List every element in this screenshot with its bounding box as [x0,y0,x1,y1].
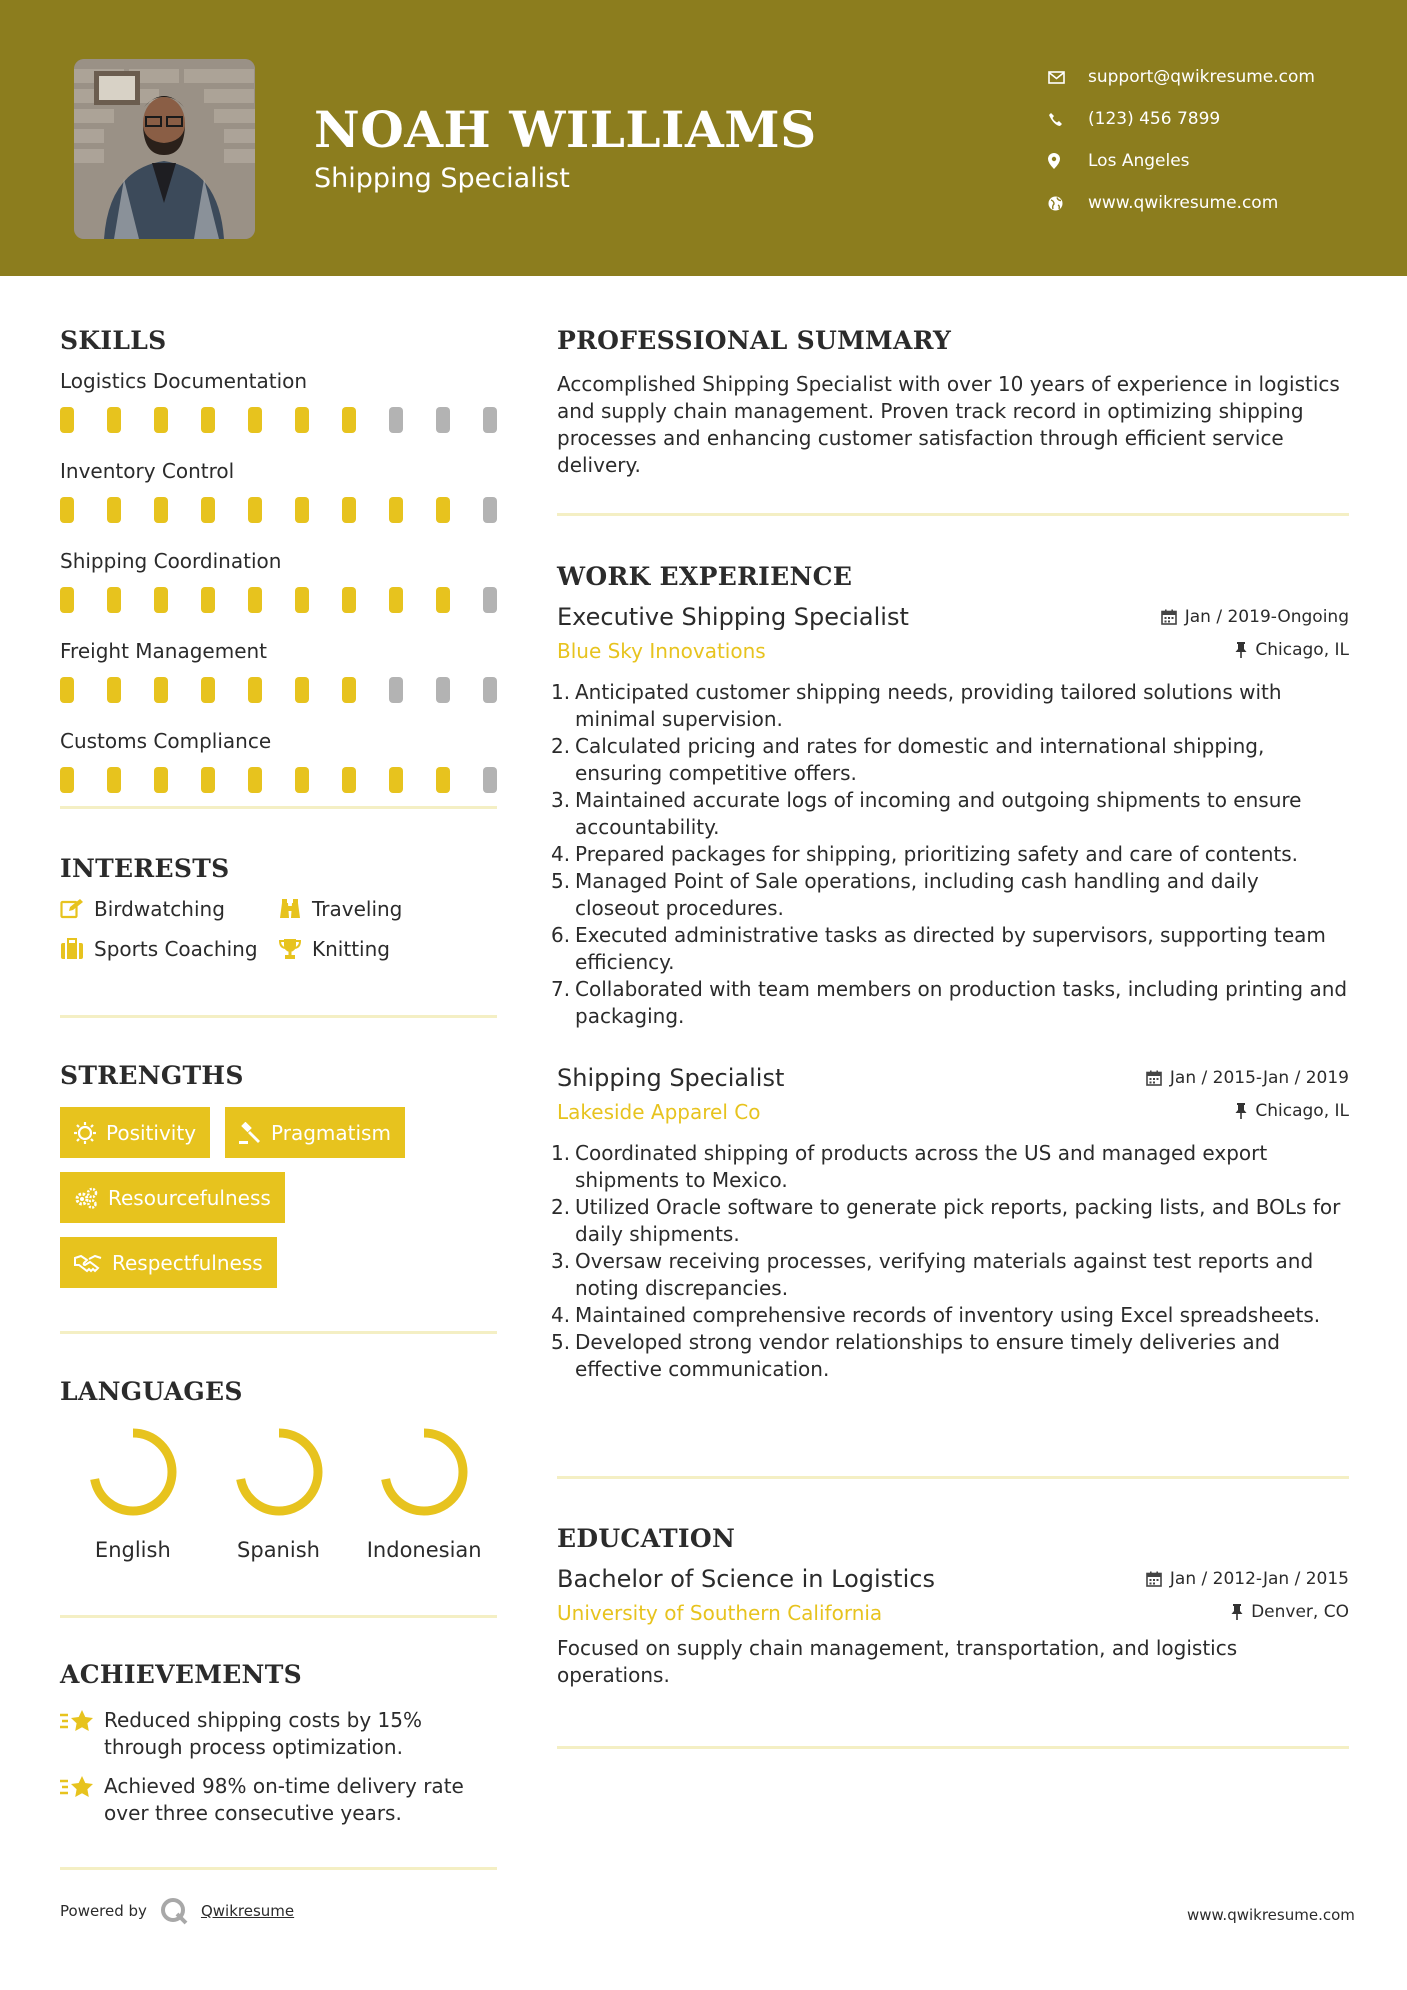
resume-header [0,0,1407,276]
bullet-number: 1. [551,1141,571,1165]
pushpin-icon [1231,1604,1243,1620]
skills-section [60,326,497,793]
school-name: University of Southern California [557,1601,883,1625]
job-bullet [551,1302,1349,1329]
skill-dot-filled [436,767,450,793]
sun-icon [74,1122,96,1144]
divider [60,1867,497,1870]
language-label: Indonesian [366,1538,482,1562]
skills-title: SKILLS [60,326,167,355]
skill-dot-empty [483,677,497,703]
skill-dot-filled [389,587,403,613]
interest-label: Knitting [312,937,390,961]
skill-dot-filled [389,767,403,793]
profile-photo [74,59,255,239]
skill-dot-filled [107,407,121,433]
bullet-number: 5. [551,869,571,893]
skill-dot-filled [201,767,215,793]
interest-item [60,937,278,961]
strength-label: Pragmatism [271,1120,391,1145]
job-location-text: Chicago, IL [1255,640,1349,660]
job-dates-text: Jan / 2019-Ongoing [1184,607,1349,627]
skill-level-dots [60,677,497,703]
divider [557,1746,1349,1749]
contact-location [1048,140,1315,182]
job-head [557,1064,1349,1092]
star-icon [60,1775,94,1801]
bullet-text: Executed administrative tasks as directed by supervisors, supporting team efficiency. [575,923,1326,974]
language-level-arc [240,1433,318,1511]
skill-dot-filled [295,677,309,703]
job-bullet [551,922,1349,976]
achievement-text: Achieved 98% on-time delivery rate over three consecutive years. [104,1774,464,1825]
qwikresume-link[interactable]: Qwikresume [200,1902,295,1920]
languages-list [60,1426,497,1562]
contact-website-text: www.qwikresume.com [1088,193,1279,213]
skill-dot-empty [483,497,497,523]
skill-dot-filled [248,587,262,613]
job-bullet [551,1248,1349,1302]
interests-title: INTERESTS [60,854,230,883]
calendar-icon [1146,1571,1162,1587]
strength-tag [60,1237,277,1288]
strength-tag [225,1107,405,1158]
job-subhead [557,639,1349,663]
skill-dot-filled [389,497,403,523]
education-title: EDUCATION [557,1524,736,1553]
handshake-icon [74,1252,102,1274]
bullet-number: 4. [551,842,571,866]
language-label: English [94,1538,171,1562]
language-level-arc [385,1433,463,1511]
degree-title: Bachelor of Science in Logistics [557,1565,935,1593]
job-bullet [551,1329,1349,1383]
education-section [557,1524,1349,1689]
job-dates-text: Jan / 2015-Jan / 2019 [1169,1068,1349,1088]
interest-item [278,937,488,961]
skill-dot-empty [389,407,403,433]
achievement-item [60,1707,497,1761]
skill-level-dots [60,497,497,523]
divider [60,806,497,809]
contact-info [1048,56,1315,224]
skill-level-dots [60,587,497,613]
skill-dot-filled [60,497,74,523]
footer-powered-by [60,1896,294,1926]
language-label: Spanish [237,1538,320,1562]
bullet-number: 3. [551,1249,571,1273]
bullet-text: Calculated pricing and rates for domestic and international shipping, ensuring competitive offers. [575,734,1265,785]
education-location-text: Denver, CO [1251,1602,1349,1622]
strength-label: Resourcefulness [108,1185,271,1210]
skill-dot-filled [342,587,356,613]
skill-item [60,369,497,433]
bullet-text: Developed strong vendor relationships to ensure timely deliveries and effective communication. [575,1330,1280,1381]
strength-tag [60,1107,210,1158]
strength-tag [60,1172,285,1223]
strengths-list [60,1107,460,1288]
bullet-text: Prepared packages for shipping, prioritizing safety and care of contents. [575,842,1299,866]
language-level-ring [87,1426,179,1518]
job-bullet [551,841,1349,868]
contact-location-text: Los Angeles [1088,151,1190,171]
pushpin-icon [1235,1103,1247,1119]
contact-phone[interactable] [1048,98,1315,140]
skill-dot-empty [436,407,450,433]
job-dates [1161,607,1349,627]
skill-dot-filled [154,407,168,433]
skill-name: Customs Compliance [60,729,272,753]
contact-website[interactable] [1048,182,1315,224]
pushpin-icon [1235,642,1247,658]
job-bullet [551,1194,1349,1248]
bullet-text: Managed Point of Sale operations, including cash handling and daily closeout procedures. [575,869,1259,920]
language-item [351,1426,497,1562]
skill-dot-filled [154,587,168,613]
achievements-section [60,1660,497,1827]
education-dates [1146,1569,1349,1589]
skill-dot-empty [483,407,497,433]
skill-dot-filled [436,497,450,523]
education-dates-text: Jan / 2012-Jan / 2015 [1169,1569,1349,1589]
skill-dot-filled [201,497,215,523]
bullet-text: Coordinated shipping of products across the US and managed export shipments to Mexico. [575,1141,1268,1192]
edit-icon [60,898,84,920]
skill-dot-filled [342,407,356,433]
skill-item [60,549,497,613]
skill-item [60,459,497,523]
bullet-number: 2. [551,734,571,758]
job-title: Shipping Specialist [557,1064,785,1092]
interests-section [60,854,497,961]
bullet-text: Collaborated with team members on production tasks, including printing and packaging. [575,977,1348,1028]
job-entry [551,603,1349,1030]
bullet-number: 1. [551,680,571,704]
powered-by-text: Powered by [60,1902,147,1920]
achievement-text: Reduced shipping costs by 15% through process optimization. [104,1708,422,1759]
languages-section [60,1377,497,1562]
job-bullet [551,976,1349,1030]
skill-dot-filled [60,407,74,433]
job-location-text: Chicago, IL [1255,1101,1349,1121]
briefcase-icon [60,938,84,960]
skill-dot-filled [248,407,262,433]
divider [60,1331,497,1334]
skill-dot-filled [342,767,356,793]
skill-dot-filled [342,677,356,703]
trophy-icon [278,938,302,960]
skill-dot-filled [248,497,262,523]
bullet-number: 4. [551,1303,571,1327]
skill-item [60,729,497,793]
job-entry [551,1064,1349,1383]
globe-icon [1048,193,1088,213]
divider [60,1015,497,1018]
candidate-name: NOAH WILLIAMS [314,100,817,159]
gavel-icon [239,1122,261,1144]
language-item [206,1426,352,1562]
skill-dot-filled [295,497,309,523]
experience-section [551,562,1349,1383]
footer-website[interactable]: www.qwikresume.com [1187,1906,1355,1924]
divider [60,1615,497,1618]
education-text: Focused on supply chain management, transportation, and logistics operations. [557,1636,1238,1687]
interest-item [278,897,488,921]
achievement-item [60,1773,497,1827]
job-bullets [551,1140,1349,1383]
skill-dot-empty [483,587,497,613]
skill-dot-filled [107,587,121,613]
company-name: Lakeside Apparel Co [557,1100,761,1124]
bullet-number: 6. [551,923,571,947]
skills-list [60,369,497,793]
skill-dot-filled [60,677,74,703]
skill-dot-filled [107,497,121,523]
skill-dot-filled [295,407,309,433]
interest-label: Sports Coaching [94,937,258,961]
gears-icon [74,1187,98,1209]
bullet-number: 2. [551,1195,571,1219]
bullet-text: Anticipated customer shipping needs, providing tailored solutions with minimal supervision. [575,680,1282,731]
interest-item [60,897,278,921]
skill-dot-filled [342,497,356,523]
bullet-number: 5. [551,1330,571,1354]
skill-dot-filled [295,587,309,613]
bullet-number: 7. [551,977,571,1001]
job-location [1235,1101,1349,1121]
interest-label: Birdwatching [94,897,225,921]
job-bullet [551,787,1349,841]
skill-level-dots [60,407,497,433]
skill-dot-filled [154,767,168,793]
divider [557,1476,1349,1479]
job-title: Executive Shipping Specialist [557,603,909,631]
strength-label: Respectfulness [112,1250,263,1275]
skill-dot-filled [154,497,168,523]
contact-email-text: support@qwikresume.com [1088,67,1315,87]
qwikresume-logo-icon [159,1896,189,1926]
skill-name: Logistics Documentation [60,369,308,393]
skill-dot-filled [60,587,74,613]
strength-label: Positivity [106,1120,197,1145]
skill-dot-empty [436,677,450,703]
skill-dot-filled [107,767,121,793]
skill-dot-filled [201,677,215,703]
education-head [557,1565,1349,1593]
skill-dot-filled [248,677,262,703]
skill-name: Shipping Coordination [60,549,282,573]
job-bullet [551,679,1349,733]
map-pin-icon [1048,151,1088,171]
job-head [557,603,1349,631]
envelope-icon [1048,67,1088,87]
languages-title: LANGUAGES [60,1377,243,1406]
bullet-text: Maintained comprehensive records of inventory using Excel spreadsheets. [575,1303,1321,1327]
achievements-title: ACHIEVEMENTS [60,1660,302,1689]
binoculars-icon [278,898,302,920]
bullet-text: Oversaw receiving processes, verifying materials against test reports and noting discrepancies. [575,1249,1314,1300]
education-subhead [557,1601,1349,1625]
summary-text: Accomplished Shipping Specialist with over 10 years of experience in logistics and supply chain management. Proven track record in optimizing shipping processes and enhancing customer satisfaction through efficient service delivery. [557,372,1340,477]
interests-list [60,897,497,961]
phone-icon [1048,109,1088,129]
calendar-icon [1146,1070,1162,1086]
divider [557,513,1349,516]
contact-email[interactable] [1048,56,1315,98]
skill-dot-empty [389,677,403,703]
skill-level-dots [60,767,497,793]
bullet-text: Maintained accurate logs of incoming and outgoing shipments to ensure accountability. [575,788,1302,839]
calendar-icon [1161,609,1177,625]
company-name: Blue Sky Innovations [557,639,766,663]
strengths-title: STRENGTHS [60,1061,244,1090]
job-dates [1146,1068,1349,1088]
skill-dot-filled [436,587,450,613]
summary-section [557,326,1349,479]
contact-phone-text: (123) 456 7899 [1088,109,1221,129]
skill-dot-filled [248,767,262,793]
skill-dot-empty [483,767,497,793]
summary-title: PROFESSIONAL SUMMARY [557,326,952,355]
skill-dot-filled [201,587,215,613]
language-item [60,1426,206,1562]
bullet-number: 3. [551,788,571,812]
skill-item [60,639,497,703]
skill-dot-filled [295,767,309,793]
jobs-list [551,603,1349,1383]
job-subhead [557,1100,1349,1124]
education-location [1231,1602,1349,1622]
job-location [1235,640,1349,660]
skill-dot-filled [107,677,121,703]
job-bullets [551,679,1349,1030]
bullet-text: Utilized Oracle software to generate pick reports, packing lists, and BOLs for daily shipments. [575,1195,1341,1246]
experience-title: WORK EXPERIENCE [557,562,853,591]
candidate-role: Shipping Specialist [314,163,570,194]
skill-dot-filled [60,767,74,793]
language-level-ring [233,1426,325,1518]
job-bullet [551,733,1349,787]
skill-name: Inventory Control [60,459,235,483]
star-icon [60,1709,94,1735]
skill-name: Freight Management [60,639,268,663]
job-bullet [551,1140,1349,1194]
skill-dot-filled [154,677,168,703]
interest-label: Traveling [312,897,403,921]
strengths-section [60,1061,497,1288]
skill-dot-filled [201,407,215,433]
language-level-arc [94,1433,172,1511]
job-bullet [551,868,1349,922]
language-level-ring [378,1426,470,1518]
